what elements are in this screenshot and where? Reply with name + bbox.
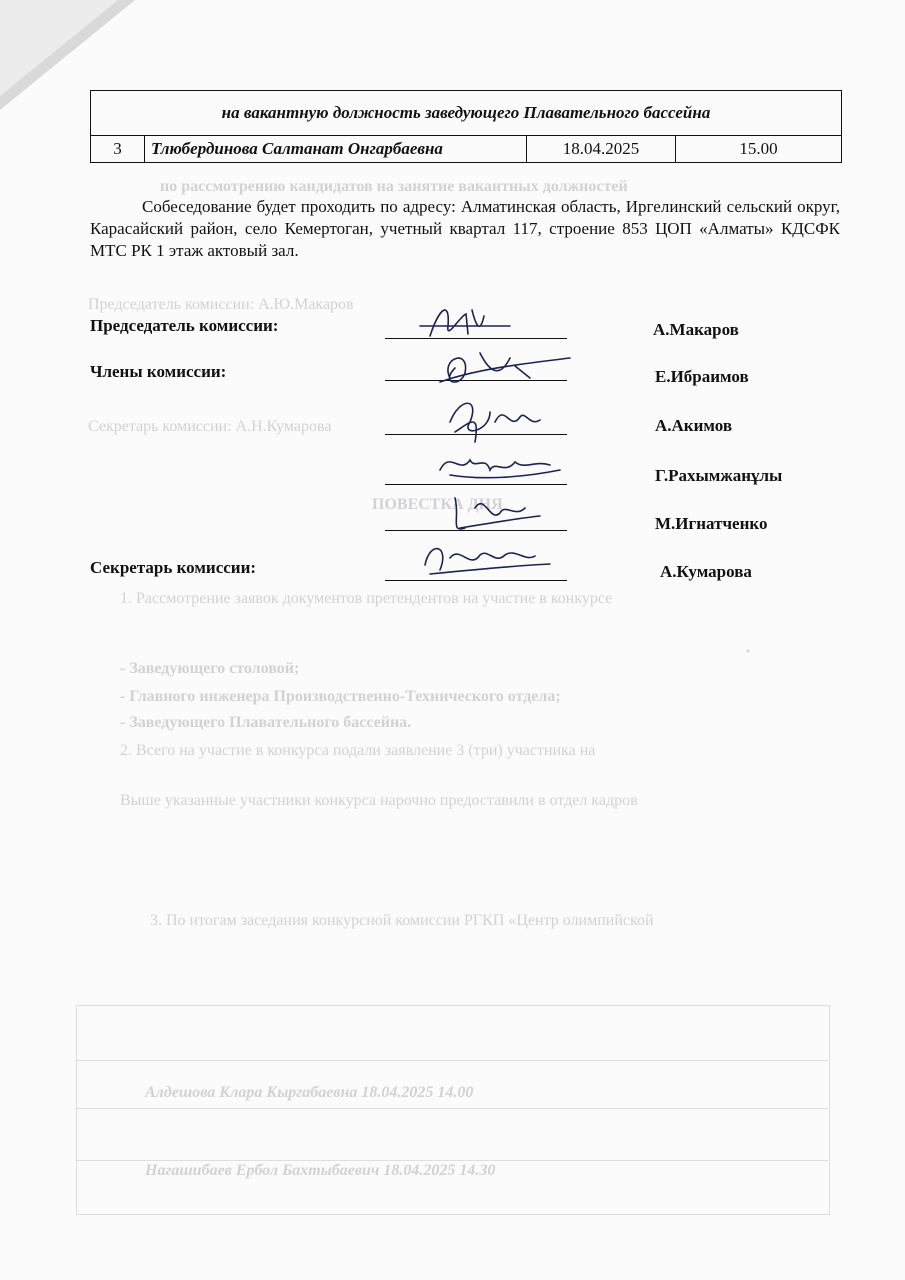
bleed-through-text: 1. Рассмотрение заявок документов претендентов на участие в конкурсе <box>120 590 613 607</box>
bleed-through-rule <box>76 1160 828 1161</box>
table-row <box>91 136 842 163</box>
member-name: Г.Рахымжанұлы <box>655 466 783 485</box>
members-label: Члены комиссии: <box>90 362 227 381</box>
bleed-through-text: Выше указанные участники конкурса нарочно предоставили в отдел кадров <box>120 792 638 809</box>
member-name: Е.Ибраимов <box>655 367 749 386</box>
bleed-through-text: Нагашибаев Ербол Бахтыбаевич 18.04.2025 14.30 <box>145 1162 496 1179</box>
bleed-through-rule <box>76 1108 828 1109</box>
bleed-through-text: Председатель комиссии: А.Ю.Макаров <box>88 296 354 313</box>
candidate-name: Тлюбердинова Салтанат Онгарбаевна <box>145 136 527 163</box>
bleed-through-text: по рассмотрению кандидатов на занятие вакантных должностей <box>160 178 628 195</box>
bleed-through-text: ПОВЕСТКА ДНЯ <box>372 496 503 513</box>
interview-address-paragraph: Собеседование будет проходить по адресу: Алматинская область, Иргелинский сельский округ, Карасайский район, село Кемертоган, учетный квартал 117, строение 853 ЦОП «Алматы» КДСФК МТС РК 1 этаж актовый зал. <box>90 197 840 260</box>
bleed-through-text: - Заведующего столовой; <box>120 660 300 677</box>
dot-mark: • <box>746 644 751 658</box>
secretary-name: А.Кумарова <box>660 562 752 581</box>
folded-corner-inner <box>0 0 118 96</box>
signature-secretary-image <box>410 530 560 590</box>
bleed-through-text: - Главного инженера Производственно-Технического отдела; <box>120 688 561 705</box>
signature-member-2-image <box>430 392 570 447</box>
bleed-through-rule <box>76 1060 828 1061</box>
secretary-label: Секретарь комиссии: <box>90 558 257 577</box>
chair-name: А.Макаров <box>653 320 739 339</box>
bleed-through-text: Алдешова Клара Кыргабаевна 18.04.2025 14.00 <box>145 1084 474 1101</box>
member-name: А.Акимов <box>655 416 733 435</box>
bleed-through-text: 2. Всего на участие в конкурса подали заявление 3 (три) участника на <box>120 742 596 759</box>
interview-date: 18.04.2025 <box>527 136 676 163</box>
bleed-through-text: Секретарь комиссии: А.Н.Кумарова <box>88 418 332 435</box>
row-number: 3 <box>91 136 145 163</box>
interview-time: 15.00 <box>676 136 842 163</box>
signature-member-3-image <box>430 440 570 490</box>
signature-member-1-image <box>420 338 570 398</box>
bleed-through-table <box>76 1005 830 1215</box>
chair-label: Председатель комиссии: <box>90 316 279 335</box>
bleed-through-text: - Заведующего Плавательного бассейна. <box>120 714 412 731</box>
candidates-table <box>90 90 842 163</box>
position-heading: на вакантную должность заведующего Плавательного бассейна <box>91 91 842 136</box>
bleed-through-text: 3. По итогам заседания конкурсной комиссии РГКП «Центр олимпийской <box>150 912 654 929</box>
member-name: М.Игнатченко <box>655 514 768 533</box>
